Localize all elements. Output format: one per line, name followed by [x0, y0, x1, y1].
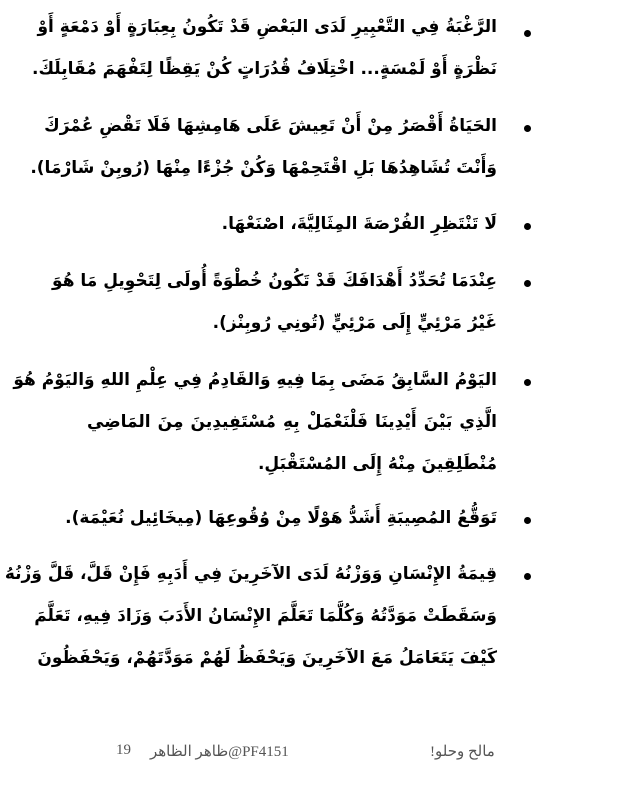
quote-line: مُنْطَلِقِينَ مِنْهُ إِلَى المُسْتَقْبَلِ. [257, 454, 497, 474]
quote-line: وَأَنْتَ تُشَاهِدُهَا بَلِ اقْتَحِمْهَا وَكُنْ جُزْءًا مِنْهَا (رُوبِنْ شَارْمَا). [30, 158, 497, 178]
bullet-icon [524, 517, 531, 524]
quote-line: اليَوْمُ السَّابِقُ مَضَى بِمَا فِيهِ وَالقَادِمُ فِي عِلْمِ اللهِ وَاليَوْمُ هُوَ [13, 370, 497, 390]
quote-line: الَّذِي بَيْنَ أَيْدِينَا فَلْنَعْمَلْ بِهِ مُسْتَفِيدِينَ مِنَ المَاضِي [87, 412, 497, 432]
quote-line: لَا تَنْتَظِرِ الفُرْصَةَ المِثَالِيَّةَ، اصْنَعْهَا. [221, 214, 497, 234]
quote-line: عِنْدَمَا تُحَدِّدُ أَهْدَافَكَ قَدْ تَكُونُ خُطْوَةً أُولَى لِتَحْوِيلِ مَا هُوَ [52, 271, 497, 291]
quote-item [65, 497, 535, 539]
quote-line: نَظْرَةٍ أَوْ لَمْسَةٍ... اخْتِلَافُ قُدُرَاتٍ كُنْ يَقِظًا لِتَفْهَمَ مُقَابِلَكَ. [32, 59, 497, 79]
quote-line: الحَيَاةُ أَقْصَرُ مِنْ أَنْ تَعِيشَ عَلَى هَامِشِهَا فَلَا تَقْضِ عُمْرَكَ [44, 116, 497, 136]
quote-item [32, 6, 535, 90]
author-handle: ظاهر الظاهر@PF4151 [150, 744, 289, 760]
quote-item [30, 105, 535, 189]
bullet-icon [524, 30, 531, 37]
quote-line: غَيْرُ مَرْئِيٍّ إِلَى مَرْئِيٍّ (تُونِي رُوبِنْز). [212, 313, 497, 333]
quote-line: قِيمَةُ الإِنْسَانِ وَوَزْنُهُ لَدَى الآخَرِينَ فِي أَدَبِهِ فَإِنْ قَلَّ، قَلَّ وَزْنُهُ [4, 564, 497, 584]
book-title: مالح وحلو! [430, 744, 495, 760]
quote-line: تَوَقُّعُ المُصِيبَةِ أَشَدُّ هَوْلًا مِنْ وُقُوعِهَا (مِيخَائِيل نُعَيْمَة). [65, 508, 497, 528]
page-footer [0, 742, 630, 768]
quote-line: وَسَقَطَتْ مَوَدَّتُهُ وَكُلَّمَا تَعَلَّمَ الإِنْسَانُ الأَدَبَ وَزَادَ فِيهِ، تَعَلَّمَ [34, 606, 497, 626]
bullet-icon [524, 223, 531, 230]
bullet-icon [524, 573, 531, 580]
bullet-icon [524, 379, 531, 386]
quote-item [13, 359, 535, 485]
quote-item [52, 260, 535, 344]
quote-line: الرَّغْبَةُ فِي التَّعْبِيرِ لَدَى البَعْضِ قَدْ تَكُونُ بِعِبَارَةٍ أَوْ دَمْعَةٍ أَوْ [37, 17, 497, 37]
quote-line: كَيْفَ يَتَعَامَلُ مَعَ الآخَرِينَ وَيَحْفَظُ لَهُمْ مَوَدَّتَهُمْ، وَيَحْفَظُونَ [37, 648, 497, 668]
quote-item [87, 203, 535, 245]
quote-item [4, 553, 535, 679]
page-number: 19 [116, 742, 131, 758]
bullet-icon [524, 125, 531, 132]
bullet-icon [524, 280, 531, 287]
